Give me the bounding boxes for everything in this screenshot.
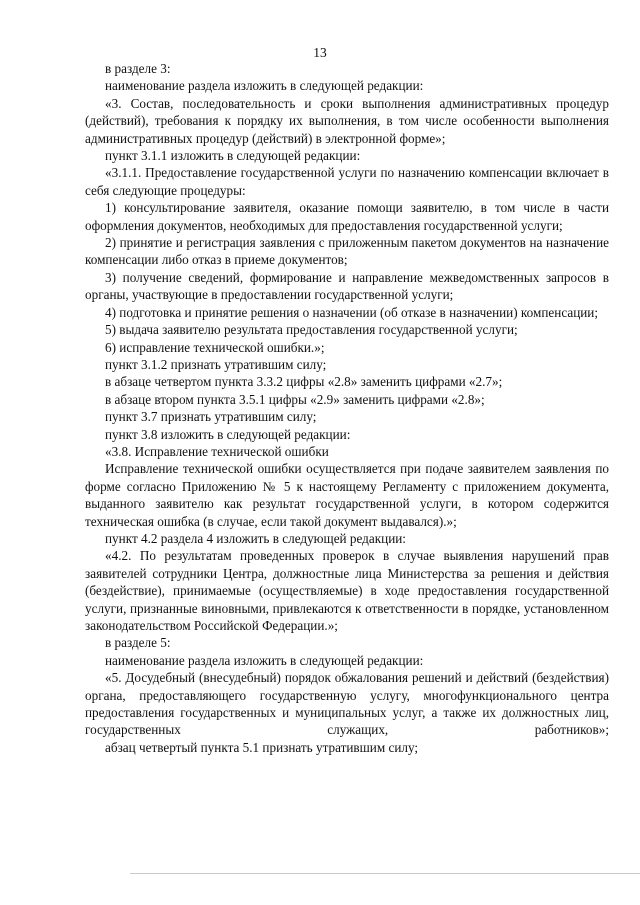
paragraph: 4) подготовка и принятие решения о назначении (об отказе в назначении) компенсации; [105,304,599,320]
paragraph: пункт 3.8 изложить в следующей редакции: [105,426,351,442]
paragraph: «3. Состав, последовательность и сроки выполнения административных процедур (действий), требования к порядку их выполнения, в том числе особенности выполнения административных процедур (действий) в электронной форме»; [85,95,609,146]
paragraph: «4.2. По результатам проведенных проверок в случае выявления нарушений прав заявителей сотрудники Центра, должностные лица Министерства за решения и действия (бездействие), принимаемые (осуществляемые) в ходе предоставления государственной услуги, признанные виновными, привлекаются к ответственности в порядке, установленном законодательством Российской Федерации.»; [85,548,609,633]
paragraph: абзац четвертый пункта 5.1 признать утратившим силу; [105,739,419,755]
paragraph: в разделе 3: [105,61,171,76]
paragraph: наименование раздела изложить в следующей редакции: [105,652,424,668]
document-body [85,60,609,756]
paragraph: пункт 4.2 раздела 4 изложить в следующей редакции: [105,530,406,546]
paragraph: наименование раздела изложить в следующей редакции: [105,78,424,94]
paragraph: пункт 3.1.2 признать утратившим силу; [105,356,327,372]
paragraph: «3.1.1. Предоставление государственной услуги по назначению компенсации включает в себя следующие процедуры: [85,165,609,198]
paragraph: 3) получение сведений, формирование и направление межведомственных запросов в органы, участвующие в предоставлении государственной услуги; [85,269,609,303]
paragraph: пункт 3.1.1 изложить в следующей редакции: [105,148,361,164]
paragraph: Исправление технической ошибки осуществляется при подаче заявителем заявления по форме согласно Приложению № 5 к настоящему Регламенту с приложением документа, выданного заявителю как результат государственной услуги, в котором содержится техническая ошибка (в случае, если такой документ выдавался).»; [85,461,609,529]
paragraph: 5) выдача заявителю результата предоставления государственной услуги; [105,322,518,338]
paragraph: пункт 3.7 признать утратившим силу; [105,409,317,425]
scan-edge-line [130,873,640,874]
paragraph: «5. Досудебный (внесудебный) порядок обжалования решений и действий (бездействия) органа, предоставляющего государственную услугу, многофункционального центра предоставления государственных и муниципальных услуг, а также их должностных лиц, государственных служащих, работников»; [85,670,609,738]
paragraph: «3.8. Исправление технической ошибки [105,443,329,459]
paragraph: в абзаце четвертом пункта 3.3.2 цифры «2.8» заменить цифрами «2.7»; [105,374,503,390]
paragraph: в разделе 5: [105,635,171,651]
paragraph: 1) консультирование заявителя, оказание помощи заявителю, в том числе в части оформления документов, необходимых для предоставления государственной услуги; [85,200,609,233]
paragraph: 6) исправление технической ошибки.»; [105,339,325,355]
paragraph: 2) принятие и регистрация заявления с приложенным пакетом документов на назначение компенсации либо отказ в приеме документов; [85,235,609,268]
page-number: 13 [313,45,327,60]
paragraph: в абзаце втором пункта 3.5.1 цифры «2.9» заменить цифрами «2.8»; [105,391,485,407]
